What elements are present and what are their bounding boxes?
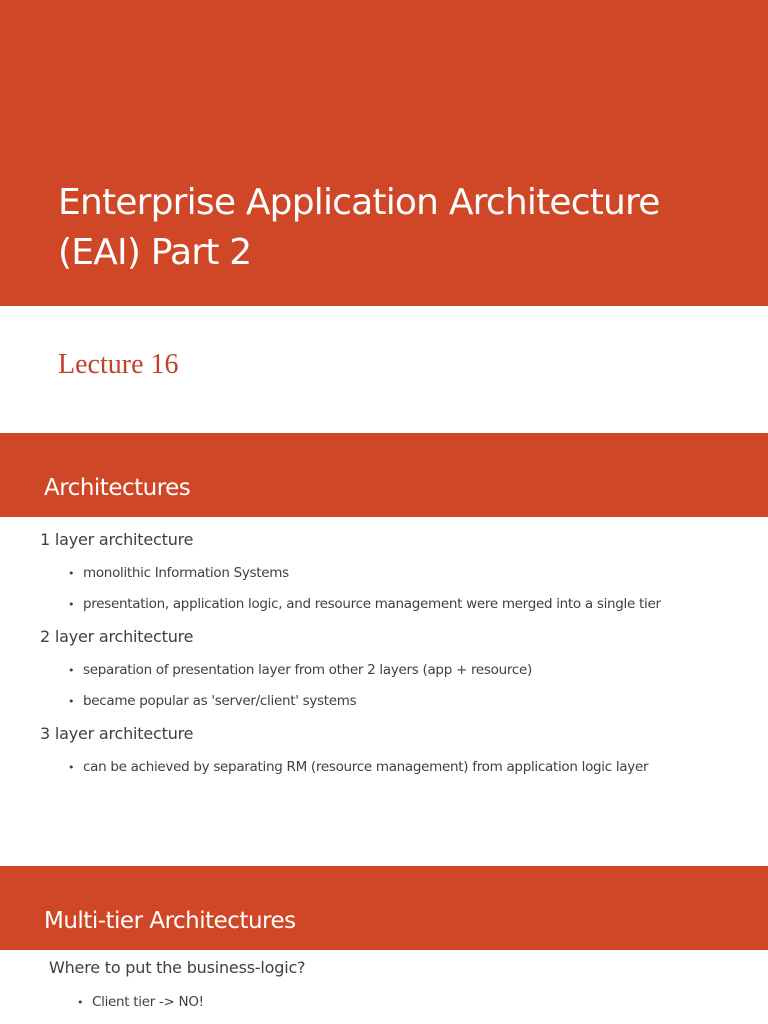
bullet-item (77, 992, 204, 1013)
bullet-dot-icon: • (68, 761, 75, 774)
bullet-item-text: can be achieved by separating RM (resource management) from application logic layer (83, 759, 649, 775)
bullet-item (68, 594, 661, 615)
bullet-heading-text: 1 layer architecture (40, 530, 194, 549)
bullet-heading (40, 626, 193, 648)
bullet-item-text: Client tier -> NO! (92, 994, 204, 1010)
bullet-item (68, 691, 356, 712)
presentation-subtitle: Lecture 16 (58, 349, 179, 380)
bullet-heading (40, 723, 193, 745)
bullet-heading-text: Where to put the business-logic? (49, 958, 306, 977)
bullet-heading (40, 529, 193, 551)
bullet-item (68, 660, 532, 681)
bullet-item (68, 757, 648, 778)
slide-title: Architectures (44, 475, 191, 501)
bullet-heading-text: 3 layer architecture (40, 724, 194, 743)
bullet-item-text: became popular as 'server/client' systems (83, 693, 357, 709)
bullet-dot-icon: • (68, 664, 75, 677)
multi-tier-slide (0, 866, 768, 1024)
bullet-dot-icon: • (68, 695, 75, 708)
bullet-dot-icon: • (68, 567, 75, 580)
bullet-item-text: monolithic Information Systems (83, 565, 289, 581)
bullet-heading (49, 957, 305, 979)
bullet-dot-icon: • (77, 996, 84, 1009)
architectures-slide (0, 433, 768, 866)
bullet-item (68, 563, 289, 584)
title-slide (0, 0, 768, 433)
presentation-title: Enterprise Application Architecture (EAI) Part 2 (58, 182, 660, 273)
bullet-item-text: separation of presentation layer from other 2 layers (app + resource) (83, 662, 532, 678)
slide-title: Multi-tier Architectures (44, 908, 296, 934)
bullet-dot-icon: • (68, 598, 75, 611)
bullet-item-text: presentation, application logic, and resource management were merged into a single tier (83, 596, 661, 612)
bullet-heading-text: 2 layer architecture (40, 627, 194, 646)
slide-header-banner (0, 433, 768, 517)
slide-header-banner (0, 866, 768, 950)
